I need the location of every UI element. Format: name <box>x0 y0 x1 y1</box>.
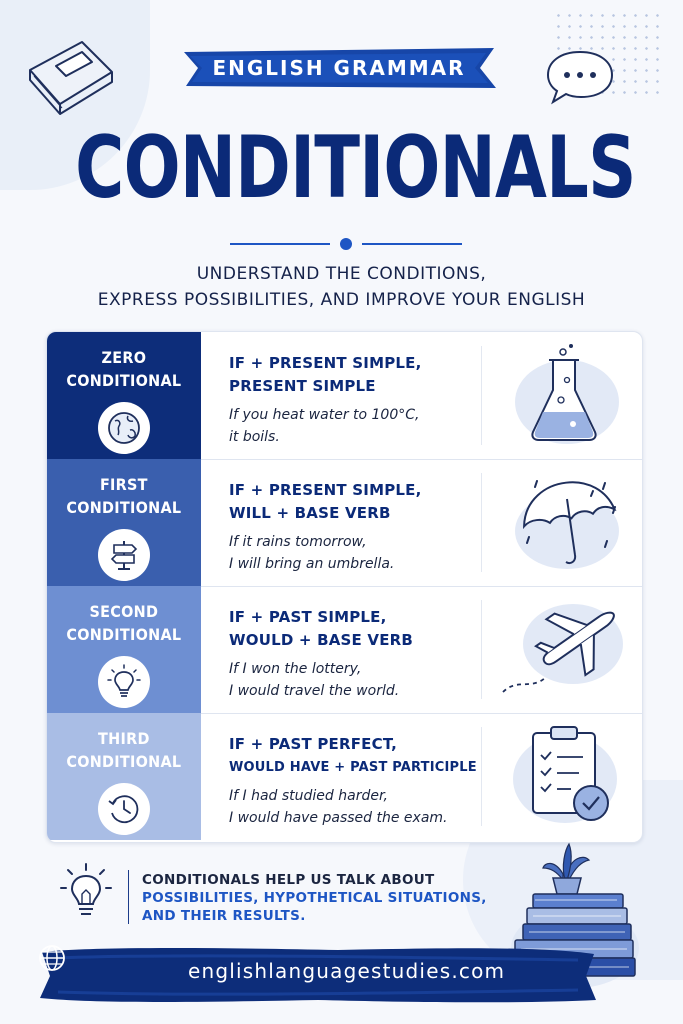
speech-bubble-icon <box>545 48 615 108</box>
column-divider <box>481 727 482 826</box>
note-divider <box>128 870 129 924</box>
row-name-line1: FIRST <box>100 475 148 494</box>
column-divider <box>481 346 482 445</box>
note-line-2: POSSIBILITIES, HYPOTHETICAL SITUATIONS, <box>142 890 487 906</box>
subtitle-line-2: EXPRESS POSSIBILITIES, AND IMPROVE YOUR ENGLISH <box>97 290 586 310</box>
flask-icon <box>497 340 627 450</box>
example-line2: I would travel the world. <box>229 683 400 699</box>
example-line2: I would have passed the exam. <box>229 810 448 826</box>
formula-line1: IF + PAST SIMPLE, <box>229 608 387 626</box>
note-line-3: AND THEIR RESULTS. <box>142 908 306 924</box>
umbrella-icon <box>497 467 627 577</box>
signpost-icon <box>98 529 150 581</box>
example-line1: If it rains tomorrow, <box>229 534 367 550</box>
example-line2: it boils. <box>229 429 280 445</box>
formula-line2: WOULD HAVE + PAST PARTICIPLE <box>229 760 477 775</box>
clock-icon <box>98 783 150 835</box>
book-icon <box>20 30 120 120</box>
formula-line1: IF + PRESENT SIMPLE, <box>229 481 422 499</box>
globe-icon <box>98 402 150 454</box>
example-line1: If you heat water to 100°C, <box>229 407 420 423</box>
title-divider <box>228 236 464 252</box>
conditionals-table <box>46 331 643 843</box>
example-line1: If I won the lottery, <box>229 661 362 677</box>
row-name-line2: CONDITIONAL <box>66 625 182 644</box>
row-name-line2: CONDITIONAL <box>66 498 182 517</box>
formula-line2: WOULD + BASE VERB <box>229 631 414 649</box>
row-label-zero <box>47 332 201 459</box>
lightbulb-icon <box>58 862 114 926</box>
row-name-line1: SECOND <box>89 602 159 621</box>
summary-note <box>58 862 528 932</box>
note-line-1: CONDITIONALS HELP US TALK ABOUT <box>142 872 435 888</box>
example-line2: I will bring an umbrella. <box>229 556 395 572</box>
lightbulb-icon <box>98 656 150 708</box>
page-title: CONDITIONALS <box>75 118 636 218</box>
row-name-line2: CONDITIONAL <box>66 371 182 390</box>
row-label-second <box>47 586 201 713</box>
formula-line1: IF + PRESENT SIMPLE, <box>229 354 422 372</box>
table-row <box>47 459 642 587</box>
example-line1: If I had studied harder, <box>229 788 388 804</box>
header-banner <box>180 46 498 90</box>
row-name-line1: ZERO <box>101 348 147 367</box>
column-divider <box>481 600 482 699</box>
subtitle-line-1: UNDERSTAND THE CONDITIONS, <box>196 264 487 284</box>
clipboard-check-icon <box>497 721 627 831</box>
formula-line2: WILL + BASE VERB <box>229 504 391 522</box>
globe-icon <box>38 944 66 972</box>
table-row <box>47 586 642 714</box>
formula-line1: IF + PAST PERFECT, <box>229 735 398 753</box>
table-row <box>47 332 642 460</box>
row-name-line2: CONDITIONAL <box>66 752 182 771</box>
airplane-icon <box>497 594 627 704</box>
website-link[interactable]: englishlanguagestudies.com <box>188 959 506 983</box>
row-name-line1: THIRD <box>98 729 150 748</box>
row-label-first <box>47 459 201 586</box>
formula-line2: PRESENT SIMPLE <box>229 377 376 395</box>
banner-label: ENGLISH GRAMMAR <box>212 56 466 80</box>
column-divider <box>481 473 482 572</box>
website-footer <box>38 944 598 1006</box>
row-label-third <box>47 713 201 840</box>
table-row <box>47 713 642 840</box>
